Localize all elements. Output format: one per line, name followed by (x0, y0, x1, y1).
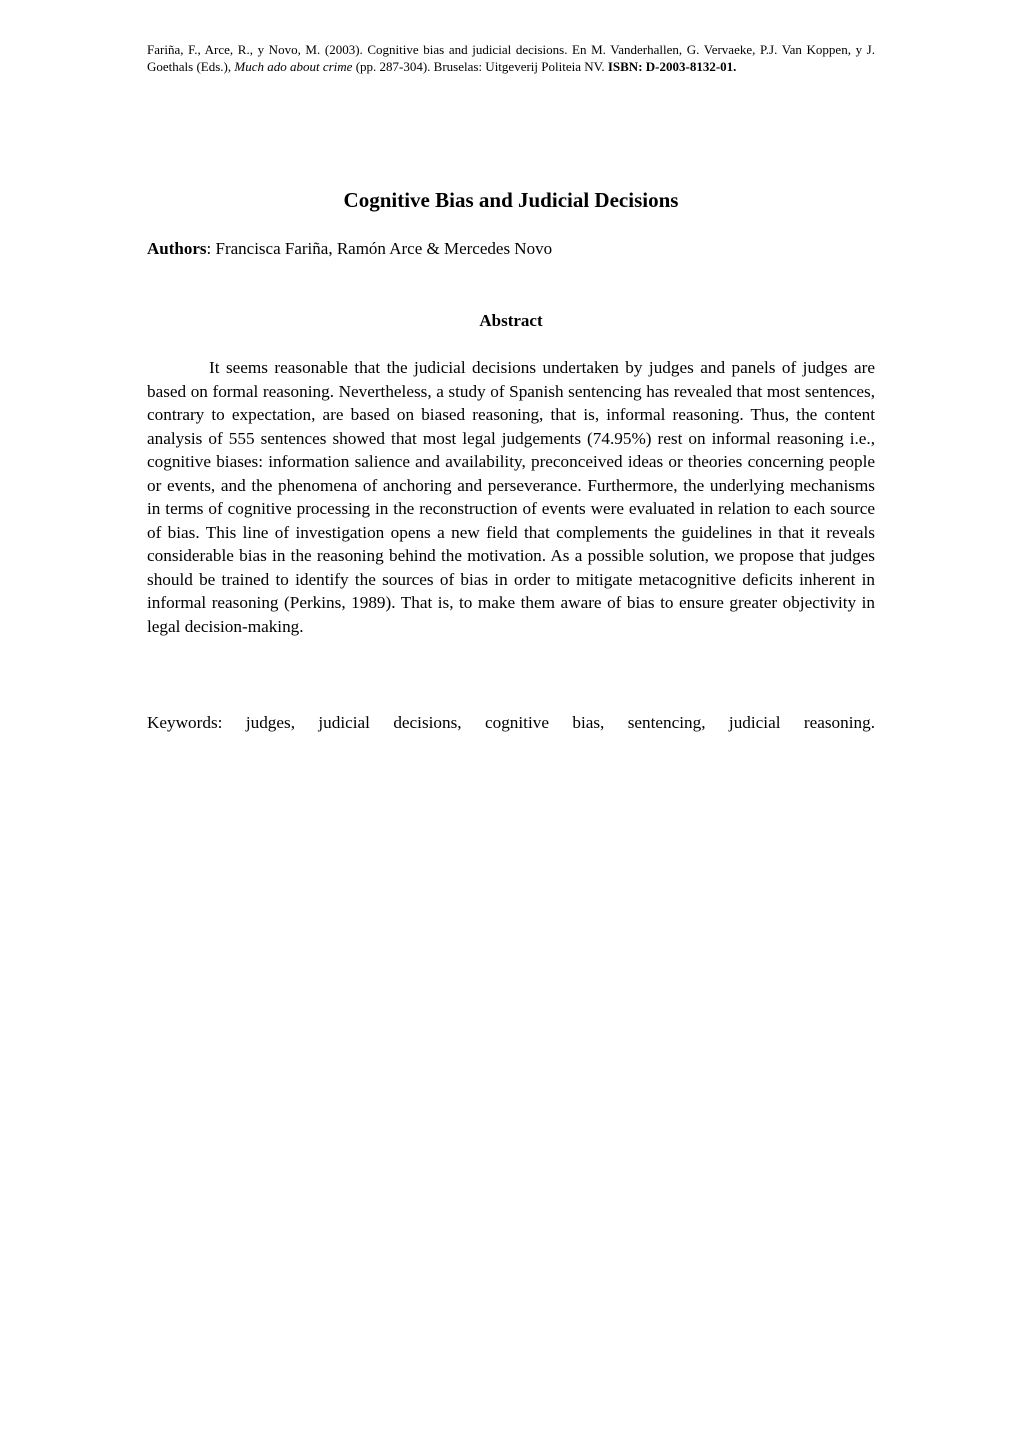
abstract-body: It seems reasonable that the judicial decisions undertaken by judges and panels of judges are based on formal reasoning. Nevertheless, a study of Spanish sentencing has revealed that most sentences, contrary to expectation, are based on biased reasoning, that is, informal reasoning. Thus, the content analysis of 555 sentences showed that most legal judgements (74.95%) rest on informal reasoning i.e., cognitive biases: information salience and availability, preconceived ideas or theories concerning people or events, and the phenomena of anchoring and perseverance. Furthermore, the underlying mechanisms in terms of cognitive processing in the reconstruction of events were evaluated in relation to each source of bias. This line of investigation opens a new field that complements the guidelines in that it reveals considerable bias in the reasoning behind the motivation. As a possible solution, we propose that judges should be trained to identify the sources of bias in order to mitigate metacognitive deficits inherent in informal reasoning (Perkins, 1989). That is, to make them aware of bias to ensure greater objectivity in legal decision-making. (147, 358, 875, 637)
authors-names: Francisca Fariña, Ramón Arce & Mercedes Novo (215, 239, 553, 258)
citation-text-pages: (pp. 287-304). Bruselas: Uitgeverij Politeia NV. (352, 59, 608, 74)
keywords-line: Keywords: judges, judicial decisions, cognitive bias, sentencing, judicial reasoning. (147, 713, 875, 732)
abstract-heading: Abstract (479, 311, 543, 330)
authors-line (147, 238, 875, 260)
citation-isbn: ISBN: D-2003-8132-01. (607, 59, 737, 74)
authors-separator: : (206, 239, 216, 258)
citation-text: Fariña, F., Arce, R., y Novo, M. (2003). Cognitive bias and judicial decisions. En M. Vanderhallen, G. Vervaeke, P.J. Van Koppen, y J. Goethals (Eds.), (147, 42, 875, 74)
citation-book-title: Much ado about crime (234, 59, 353, 74)
citation-header (147, 41, 875, 75)
authors-label: Authors (147, 239, 207, 258)
paper-title: Cognitive Bias and Judicial Decisions (343, 188, 679, 212)
